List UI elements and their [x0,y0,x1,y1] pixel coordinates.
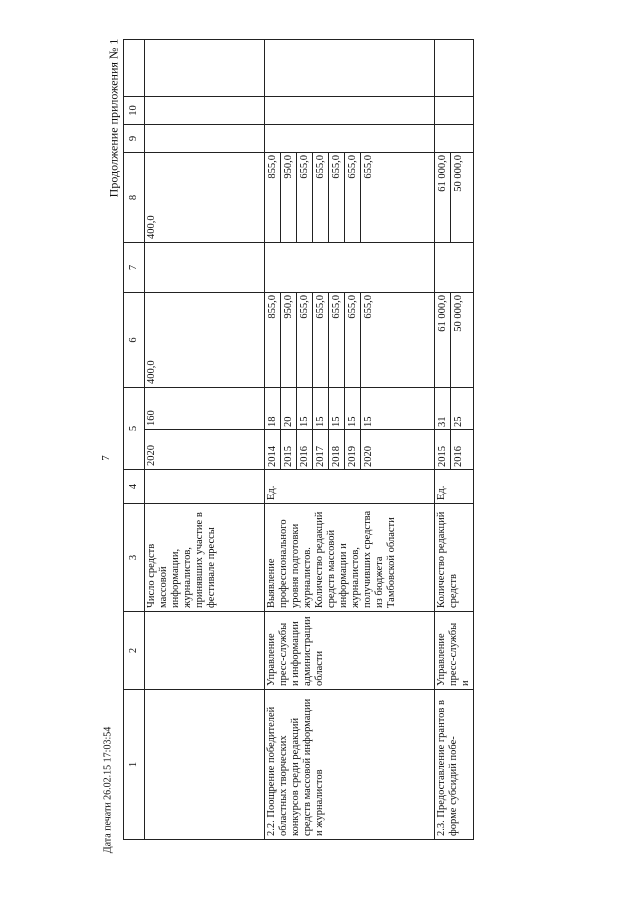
year-item: 2016 [453,446,464,467]
amount-item: 655,0 [313,293,329,387]
amount-item: 655,0 [363,155,374,179]
year-item: 2019 [345,430,361,469]
cell-value: 160 [145,388,265,430]
value-item: 18 [265,388,281,429]
page-number: 7 [100,455,112,461]
year-item: 2017 [313,430,329,469]
header-cell-3: 3 [124,504,145,612]
amount-item: 655,0 [313,153,329,242]
cell-indicator: Количество редакций средств [435,504,474,612]
print-date: Дата печати 26.02.15 17:03:54 [102,726,114,854]
amount-item: 855,0 [265,153,281,242]
amount-item: 655,0 [297,153,313,242]
cell-col7 [435,243,474,293]
table-row [145,40,265,840]
amount-item: 655,0 [345,293,361,387]
header-cell-10: 10 [124,97,145,125]
cell-col6 [435,293,474,388]
cell-unit: Ед. [435,470,474,504]
header-cell-6: 6 [124,293,145,388]
cell-col7 [265,243,435,293]
cell-values [265,388,435,430]
year-item: 2016 [297,430,313,469]
amount-item: 655,0 [345,153,361,242]
amount-item: 950,0 [281,293,297,387]
header-cell-9: 9 [124,125,145,153]
value-item: 31 [435,388,451,429]
amount-item: 655,0 [363,295,374,319]
amount-item: 655,0 [329,153,345,242]
year-item: 2015 [281,430,297,469]
cell-extra [265,40,435,97]
header-cell-7: 7 [124,243,145,293]
cell-name: 2.3. Предоставление грантов в форме субсидий побе- [435,690,474,840]
cell-col10 [145,97,265,125]
cell-unit: Ед. [265,470,435,504]
year-item: 2015 [435,430,451,469]
table-row [265,40,435,840]
amount-item: 655,0 [329,293,345,387]
program-table [123,40,503,840]
header-cell-extra [124,40,145,97]
cell-values [435,388,474,430]
amount-item: 655,0 [297,293,313,387]
cell-extra [435,40,474,97]
value-item: 20 [281,388,297,429]
cell-col6: 400,0 [145,293,265,388]
cell-col9 [145,125,265,153]
header-row [124,40,145,840]
cell-extra [145,40,265,97]
cell-col9 [435,125,474,153]
appendix-label: Продолжение приложения № 1 [106,38,121,198]
cell-indicator: Число средств массовой информации, журналистов, принявших участие в фестивале прессы [145,504,265,612]
value-item: 15 [363,416,374,427]
value-item: 15 [345,388,361,429]
amount-item: 855,0 [265,293,281,387]
header-cell-2: 2 [124,612,145,690]
cell-unit [145,470,265,504]
amount-item: 61 000,0 [435,153,451,242]
amount-item: 50 000,0 [453,295,464,332]
amount-item: 50 000,0 [453,155,464,192]
value-item: 15 [329,388,345,429]
cell-col9 [265,125,435,153]
header-cell-1: 1 [124,690,145,840]
amount-item: 61 000,0 [435,293,451,387]
cell-col7 [145,243,265,293]
cell-col10 [435,97,474,125]
cell-indicator: Выявление профессионального уровня подготовки журналистов. Количество редакций средств массовой информации и журналистов, получивших средства из бюджета Тамбовской области [265,504,435,612]
value-item: 25 [453,416,464,427]
year-item: 2014 [265,430,281,469]
header-cell-8: 8 [124,153,145,243]
amount-item: 950,0 [281,153,297,242]
cell-executor: Управление пресс-службы и [435,612,474,690]
cell-name [145,690,265,840]
year-item: 2018 [329,430,345,469]
cell-col10 [265,97,435,125]
cell-col6 [265,293,435,388]
cell-col8 [265,153,435,243]
year-item: 2020 [363,446,374,467]
cell-years [435,430,474,470]
cell-name: 2.2. Поощрение победителей областных творческих конкурсов среди редакций средств массовой информации и журналистов [265,690,435,840]
table-row [435,40,474,840]
cell-col8 [435,153,474,243]
value-item: 15 [313,388,329,429]
cell-years [265,430,435,470]
cell-executor: Управление пресс-службы и информации администрации области [265,612,435,690]
cell-year: 2020 [145,430,265,470]
header-cell-5: 5 [124,388,145,470]
cell-executor [145,612,265,690]
value-item: 15 [297,388,313,429]
cell-col8: 400,0 [145,153,265,243]
header-cell-4: 4 [124,470,145,504]
